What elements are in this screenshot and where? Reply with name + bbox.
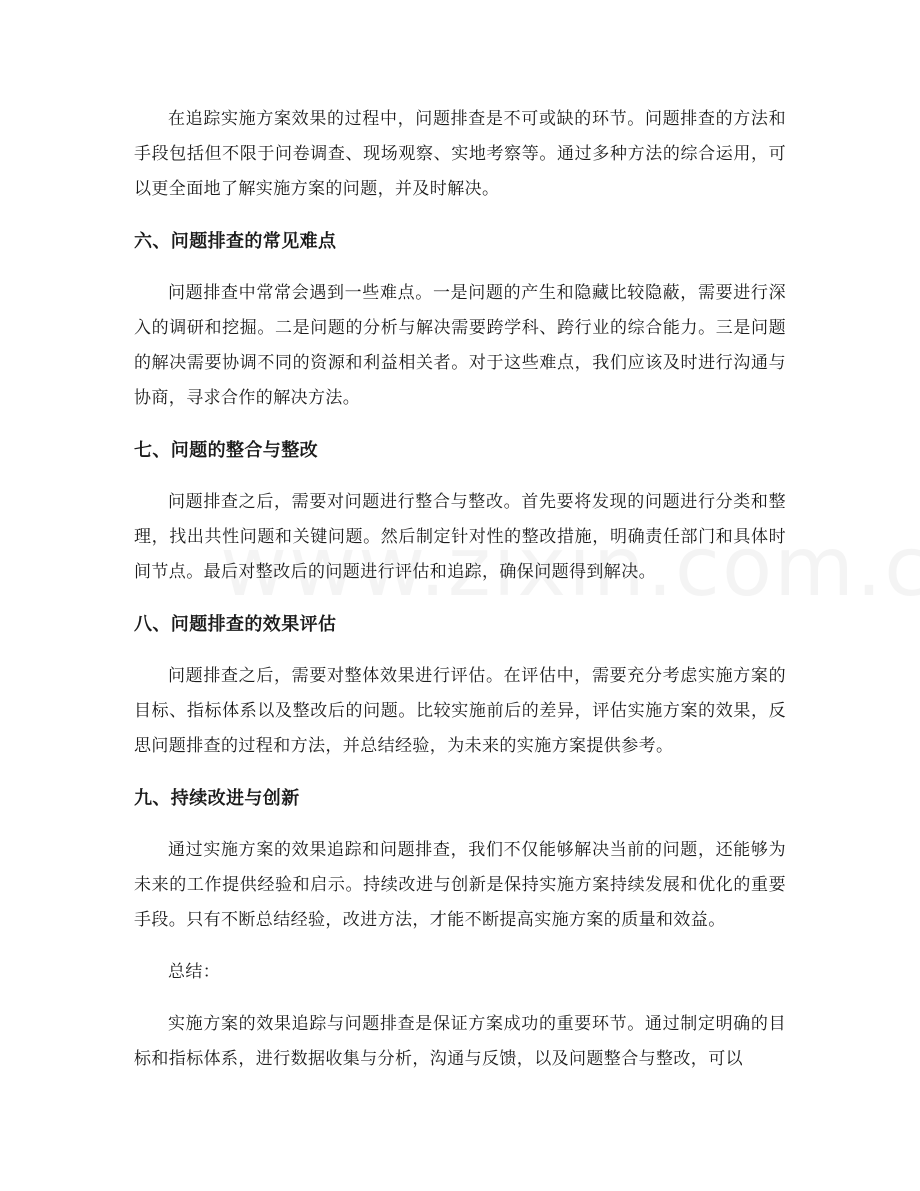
section-paragraph-6: 问题排查中常常会遇到一些难点。一是问题的产生和隐藏比较隐蔽，需要进行深入的调研和挖掘。二是问题的分析与解决需要跨学科、跨行业的综合能力。三是问题的解决需要协调不同的资源和利益相关者。对于这些难点，我们应该及时进行沟通与协商，寻求合作的解决方法。 (134, 283, 786, 408)
section-heading-9: 九、持续改进与创新 (134, 788, 300, 809)
summary-paragraph: 实施方案的效果追踪与问题排查是保证方案成功的重要环节。通过制定明确的目标和指标体系，进行数据收集与分析，沟通与反馈，以及问题整合与整改，可以 (134, 1014, 786, 1069)
section-paragraph-9: 通过实施方案的效果追踪和问题排查，我们不仅能够解决当前的问题，还能够为未来的工作提供经验和启示。持续改进与创新是保持实施方案持续发展和优化的重要手段。只有不断总结经验，改进方法，才能不断提高实施方案的质量和效益。 (134, 840, 786, 930)
intro-paragraph: 在追踪实施方案效果的过程中，问题排查是不可或缺的环节。问题排查的方法和手段包括但不限于问卷调查、现场观察、实地考察等。通过多种方法的综合运用，可以更全面地了解实施方案的问题，并及时解决。 (134, 109, 786, 199)
section-paragraph-7: 问题排查之后，需要对问题进行整合与整改。首先要将发现的问题进行分类和整理，找出共性问题和关键问题。然后制定针对性的整改措施，明确责任部门和具体时间节点。最后对整改后的问题进行评估和追踪，确保问题得到解决。 (134, 492, 786, 582)
section-paragraph-8: 问题排查之后，需要对整体效果进行评估。在评估中，需要充分考虑实施方案的目标、指标体系以及整改后的问题。比较实施前后的差异，评估实施方案的效果，反思问题排查的过程和方法，并总结经验，为未来的实施方案提供参考。 (134, 666, 786, 756)
section-heading-6: 六、问题排查的常见难点 (134, 231, 337, 252)
section-heading-8: 八、问题排查的效果评估 (134, 614, 337, 635)
document-body (134, 102, 786, 1077)
section-heading-7: 七、问题的整合与整改 (134, 440, 318, 461)
summary-label: 总结： (168, 962, 221, 982)
